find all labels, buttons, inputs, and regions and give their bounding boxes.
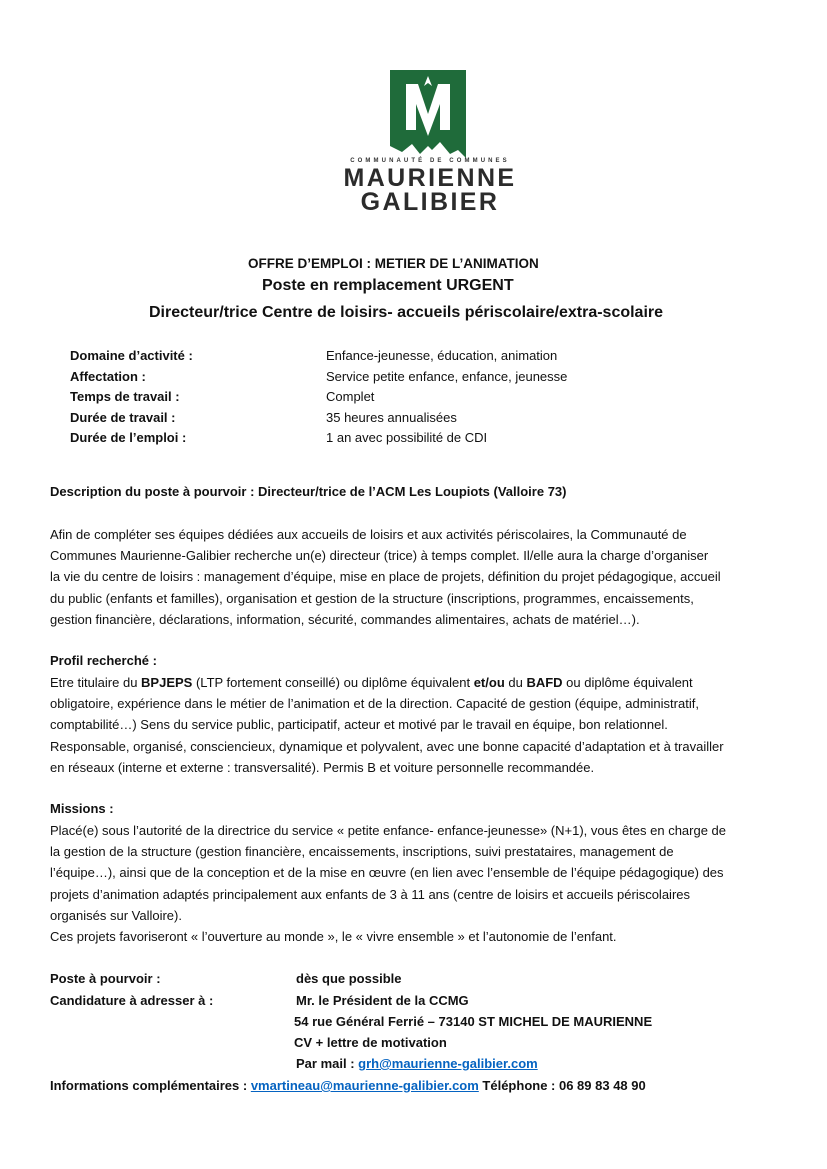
missions-heading: Missions :: [50, 801, 114, 816]
phone-text: Téléphone : 06 89 83 48 90: [478, 1078, 646, 1093]
detail-label-duree-travail: Durée de travail :: [70, 410, 176, 425]
mail-line: [296, 1054, 538, 1075]
missions-line: projets d’animation adaptés principalement aux enfants de 3 à 11 ans (centre de loisirs et accueils périscolaires: [50, 886, 691, 902]
description-line: gestion financière, déclarations, information, sécurité, commandes alimentaires, achats de matériel…).: [50, 611, 640, 627]
description-line: Afin de compléter ses équipes dédiées aux accueils de loisirs et aux activités périscolaires, la Communauté de: [50, 527, 687, 542]
logo: [340, 70, 520, 215]
address: 54 rue Général Ferrié – 73140 ST MICHEL DE MAURIENNE: [294, 1014, 653, 1029]
job-title: Directeur/trice Centre de loisirs- accueils périscolaire/extra-scolaire: [149, 304, 664, 321]
profile-line: comptabilité…) Sens du service public, participatif, acteur et motivé par le travail en équipe, bon relationnel.: [50, 717, 668, 733]
apply-label: Candidature à adresser à :: [50, 993, 214, 1008]
profile-text-segment: du: [504, 675, 527, 690]
profile-line: obligatoire, expérience dans le métier de l’animation et de la direction. Capacité de gestion (équipe, administratif,: [50, 696, 699, 712]
detail-value-domaine: Enfance-jeunesse, éducation, animation: [326, 348, 558, 363]
detail-value-duree-travail: 35 heures annualisées: [326, 410, 457, 425]
missions-line: l’équipe…), ainsi que de la conception et de la mise en œuvre (en lien avec l’ensemble de l’équipe pédagogique) des: [50, 865, 724, 881]
logo-banner-icon: [390, 70, 466, 158]
profile-line: en réseaux (interne et externe : transversalité). Permis B et voiture personnelle recommandée.: [50, 759, 595, 775]
profile-text-segment: (LTP fortement conseillé) ou diplôme équivalent: [192, 675, 474, 690]
detail-value-duree-emploi: 1 an avec possibilité de CDI: [326, 430, 488, 445]
info-line: [50, 1076, 646, 1097]
info-email-link[interactable]: vmartineau@maurienne-galibier.com: [250, 1078, 479, 1093]
description-line: la vie du centre de loisirs : management d’équipe, mise en place de projets, définition du projet pédagogique, accueil: [50, 569, 721, 585]
mail-label: Par mail :: [296, 1056, 359, 1071]
logo-name-line2: GALIBIER: [360, 188, 500, 216]
missions-line: Ces projets favoriseront « l’ouverture au monde », le « vivre ensemble » et l’autonomie de l’enfant.: [50, 929, 617, 945]
logo-name-line1: MAURIENNE: [343, 164, 517, 192]
missions-line: Placé(e) sous l’autorité de la directrice du service « petite enfance- enfance-jeunesse» (N+1), vous êtes en charge de: [50, 823, 727, 838]
detail-value-temps: Complet: [326, 389, 375, 404]
description-line: Communes Maurienne-Galibier recherche un(e) directeur (trice) à temps complet. Il/elle aura la charge d’organiser: [50, 548, 709, 564]
info-label: Informations complémentaires :: [50, 1078, 251, 1093]
post-label: Poste à pourvoir :: [50, 971, 161, 986]
detail-label-temps: Temps de travail :: [70, 389, 180, 404]
detail-label-affectation: Affectation :: [70, 369, 146, 384]
recipient: Mr. le Président de la CCMG: [296, 993, 469, 1008]
detail-label-duree-emploi: Durée de l’emploi :: [70, 430, 187, 445]
missions-line: organisés sur Valloire).: [50, 907, 182, 923]
offer-title: OFFRE D’EMPLOI : METIER DE L’ANIMATION: [248, 256, 539, 271]
profile-line: Responsable, organisé, consciencieux, dynamique et polyvalent, avec une bonne capacité d’adaptation et à travailler: [50, 738, 724, 754]
missions-text: [50, 820, 776, 947]
detail-label-domaine: Domaine d’activité :: [70, 348, 193, 363]
profile-text-segment: Etre titulaire du: [50, 675, 142, 690]
mail-link[interactable]: grh@maurienne-galibier.com: [358, 1056, 538, 1071]
description-text: [50, 524, 776, 630]
documents: CV + lettre de motivation: [294, 1035, 447, 1050]
profile-bold-etou: et/ou: [473, 675, 505, 690]
profile-heading: Profil recherché :: [50, 653, 157, 668]
description-heading: Description du poste à pourvoir : Directeur/trice de l’ACM Les Loupiots (Valloire 73): [50, 484, 567, 499]
profile-line: [50, 672, 776, 693]
profile-bold-bpjeps: BPJEPS: [141, 675, 193, 690]
profile-text-segment: ou diplôme équivalent: [562, 675, 693, 690]
profile-bold-bafd: BAFD: [526, 675, 563, 690]
post-value: dès que possible: [296, 971, 402, 986]
urgent-line: Poste en remplacement URGENT: [262, 277, 514, 294]
logo-subtitle: COMMUNAUTÉ DE COMMUNES: [350, 158, 510, 164]
missions-line: la gestion de la structure (gestion financière, encaissements, inscriptions, suivi prestataires, management de: [50, 844, 674, 860]
detail-value-affectation: Service petite enfance, enfance, jeunesse: [326, 369, 568, 384]
description-line: du public (enfants et familles), organisation et gestion de la structure (inscriptions, programmes, encaissements,: [50, 590, 694, 606]
profile-text: [50, 672, 776, 778]
